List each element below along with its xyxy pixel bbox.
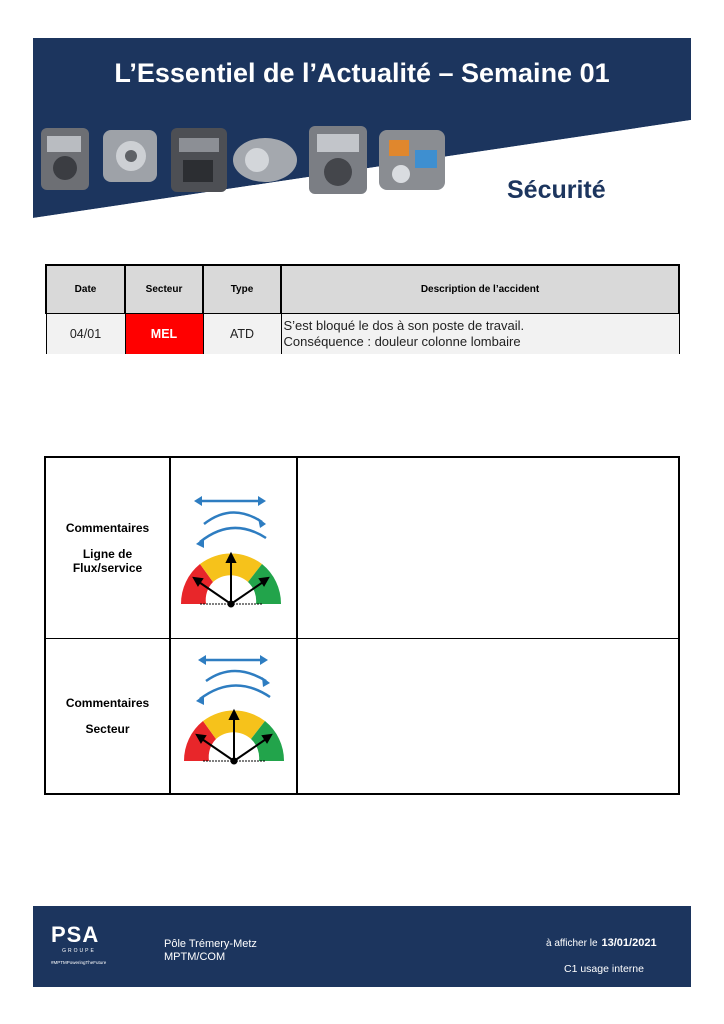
column-header-description: Description de l’accident — [281, 265, 679, 314]
display-date: 13/01/2021 — [601, 937, 657, 949]
site-info — [164, 938, 257, 964]
footer — [33, 906, 691, 987]
display-label: à afficher le — [546, 938, 598, 949]
cell-description — [281, 314, 679, 355]
label-line: Commentaires — [65, 696, 150, 710]
gauge-cell — [170, 639, 298, 793]
gauge-icon — [170, 639, 296, 793]
site-name: Pôle Trémery-Metz — [164, 938, 257, 950]
cell-type: ATD — [203, 314, 281, 355]
table-row — [46, 314, 679, 355]
cell-date: 04/01 — [46, 314, 125, 355]
comments-row-flux — [46, 458, 678, 639]
comments-text-area[interactable] — [298, 458, 678, 638]
label-line: Ligne de Flux/service — [72, 547, 143, 575]
engine-image — [379, 130, 445, 190]
label-line: Commentaires — [65, 521, 150, 535]
logo-subtitle: GROUPE — [62, 948, 96, 954]
comments-row-secteur — [46, 639, 678, 793]
label-line: Secteur — [85, 722, 130, 736]
comments-label — [46, 639, 171, 793]
site-department: MPTM/COM — [164, 951, 226, 963]
column-header-date: Date — [46, 265, 125, 314]
cell-secteur: MEL — [125, 314, 203, 355]
gauge-cell — [170, 458, 298, 638]
column-header-secteur: Secteur — [125, 265, 203, 314]
engine-image — [41, 128, 89, 190]
engine-image — [233, 138, 297, 182]
section-title: Sécurité — [507, 176, 606, 204]
display-date-info — [546, 937, 657, 949]
page-title: L’Essentiel de l’Actualité – Semaine 01 — [114, 58, 610, 88]
engine-image — [103, 130, 157, 182]
description-line: S’est bloqué le dos à son poste de travail. — [283, 318, 525, 333]
comments-table — [44, 456, 680, 795]
logo-text: PSA — [51, 922, 100, 947]
comments-text-area[interactable] — [298, 639, 678, 793]
column-header-type: Type — [203, 265, 281, 314]
logo-hashtag: #MPTMPoweringTheFuture — [51, 960, 107, 965]
psa-logo — [51, 924, 117, 965]
engine-image — [309, 126, 367, 194]
table-header-row — [46, 265, 679, 314]
gauge-icon — [170, 458, 296, 638]
usage-classification: C1 usage interne — [564, 963, 644, 975]
comments-label — [46, 458, 171, 638]
header-banner — [33, 38, 691, 218]
engine-image — [171, 128, 227, 192]
description-line: Conséquence : douleur colonne lombaire — [283, 334, 521, 349]
accident-table — [45, 264, 680, 354]
